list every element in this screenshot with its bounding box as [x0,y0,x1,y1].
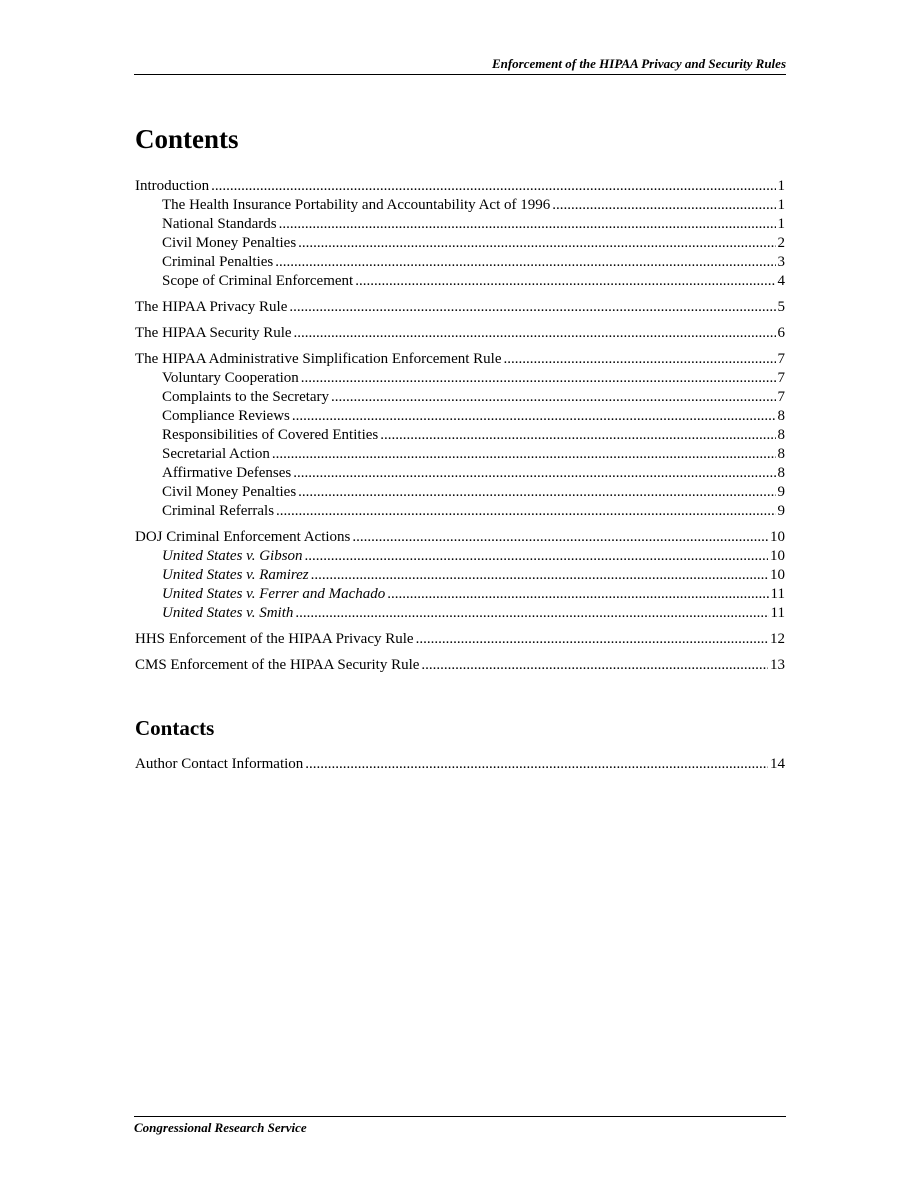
toc-entry[interactable] [135,464,785,483]
toc-entry[interactable] [135,547,785,566]
toc-dot-leader [311,566,768,585]
toc-dot-leader [211,177,775,196]
toc-dot-leader [305,755,768,774]
toc-dot-leader [293,464,775,483]
toc-dot-leader [416,630,768,649]
running-footer [134,1116,786,1136]
toc-entry-label: The HIPAA Privacy Rule [135,299,288,315]
toc-dot-leader [279,215,776,234]
toc-dot-leader [421,656,768,675]
toc-entry-page-number: 8 [777,408,785,424]
toc-entry-page-number: 7 [777,351,785,367]
toc-entry-page-number: 11 [770,605,785,621]
toc-entry[interactable] [135,324,785,343]
toc-entry-page-number: 6 [777,325,785,341]
toc-entry-label: Criminal Referrals [162,503,275,519]
toc-entry-label: Voluntary Cooperation [162,370,299,386]
toc-entry-page-number: 14 [770,756,785,772]
toc-entry[interactable] [135,528,785,547]
toc-entry-page-number: 2 [777,235,785,251]
toc-entry[interactable] [135,483,785,502]
toc-entry-label: The HIPAA Administrative Simplification Enforcement Rule [135,351,502,367]
toc-entry-label: Compliance Reviews [162,408,290,424]
contents-title: Contents [135,124,239,154]
toc-dot-leader [301,369,776,388]
toc-entry[interactable] [135,585,785,604]
toc-entry-label: United States v. Ferrer and Machado [162,586,386,602]
toc-dot-leader [294,324,776,343]
toc-entry[interactable] [135,215,785,234]
toc-entry-page-number: 5 [777,299,785,315]
toc-entry-label: National Standards [162,216,277,232]
toc-entry-page-number: 13 [770,657,785,673]
toc-entry-page-number: 8 [777,427,785,443]
toc-entry[interactable] [135,755,785,774]
toc-dot-leader [380,426,775,445]
toc-dot-leader [352,528,768,547]
toc-entry-label: Affirmative Defenses [162,465,292,481]
toc-dot-leader [295,604,768,623]
running-header-title: Enforcement of the HIPAA Privacy and Security Rules [491,56,786,71]
toc-entry-page-number: 1 [777,216,785,232]
toc-entry-label: The Health Insurance Portability and Accountability Act of 1996 [162,197,551,213]
contacts-list [135,755,785,774]
toc-entry-page-number: 9 [777,484,785,500]
toc-entry-page-number: 10 [770,548,785,564]
toc-entry-label: Secretarial Action [162,446,270,462]
toc-dot-leader [298,234,775,253]
toc-entry-label: Civil Money Penalties [162,235,297,251]
running-header [134,56,786,75]
toc-entry-page-number: 11 [770,586,785,602]
toc-entry[interactable] [135,234,785,253]
toc-entry[interactable] [135,272,785,291]
toc-dot-leader [503,350,775,369]
toc-entry-label: The HIPAA Security Rule [135,325,292,341]
toc-entry-label: Responsibilities of Covered Entities [162,427,379,443]
toc-entry[interactable] [135,196,785,215]
toc-entry-label: Scope of Criminal Enforcement [162,273,354,289]
toc-entry[interactable] [135,656,785,675]
toc-entry-page-number: 7 [777,389,785,405]
toc-dot-leader [289,298,775,317]
toc-dot-leader [355,272,775,291]
toc-dot-leader [276,502,775,521]
contents-list [135,177,785,675]
toc-entry-label: United States v. Gibson [162,548,303,564]
toc-entry-page-number: 7 [777,370,785,386]
toc-entry-label: DOJ Criminal Enforcement Actions [135,529,351,545]
toc-entry[interactable] [135,253,785,272]
toc-entry-page-number: 8 [777,446,785,462]
toc-entry[interactable] [135,388,785,407]
toc-entry-label: Introduction [135,178,210,194]
toc-entry[interactable] [135,445,785,464]
toc-entry-label: United States v. Smith [162,605,294,621]
contacts-title: Contacts [135,716,215,740]
toc-entry-page-number: 10 [770,567,785,583]
toc-entry-page-number: 1 [777,197,785,213]
toc-entry-page-number: 8 [777,465,785,481]
toc-entry-label: CMS Enforcement of the HIPAA Security Rule [135,657,420,673]
toc-entry[interactable] [135,630,785,649]
toc-entry-page-number: 4 [777,273,785,289]
toc-entry-label: United States v. Ramirez [162,567,309,583]
toc-entry[interactable] [135,369,785,388]
toc-entry-label: Author Contact Information [135,756,304,772]
toc-entry-page-number: 10 [770,529,785,545]
toc-entry[interactable] [135,298,785,317]
toc-entry-page-number: 1 [777,178,785,194]
toc-entry[interactable] [135,426,785,445]
toc-entry-page-number: 3 [777,254,785,270]
footer-organization: Congressional Research Service [134,1120,307,1135]
toc-entry-label: Criminal Penalties [162,254,274,270]
toc-dot-leader [305,547,768,566]
toc-dot-leader [272,445,776,464]
toc-entry-label: HHS Enforcement of the HIPAA Privacy Rule [135,631,414,647]
toc-entry[interactable] [135,566,785,585]
toc-entry[interactable] [135,350,785,369]
toc-dot-leader [292,407,776,426]
toc-dot-leader [331,388,775,407]
toc-entry-page-number: 12 [770,631,785,647]
toc-entry[interactable] [135,177,785,196]
toc-dot-leader [552,196,775,215]
toc-entry-label: Civil Money Penalties [162,484,297,500]
toc-entry-page-number: 9 [777,503,785,519]
toc-dot-leader [298,483,775,502]
toc-dot-leader [275,253,775,272]
toc-entry[interactable] [135,407,785,426]
toc-entry-label: Complaints to the Secretary [162,389,330,405]
toc-entry[interactable] [135,604,785,623]
toc-dot-leader [387,585,768,604]
toc-entry[interactable] [135,502,785,521]
